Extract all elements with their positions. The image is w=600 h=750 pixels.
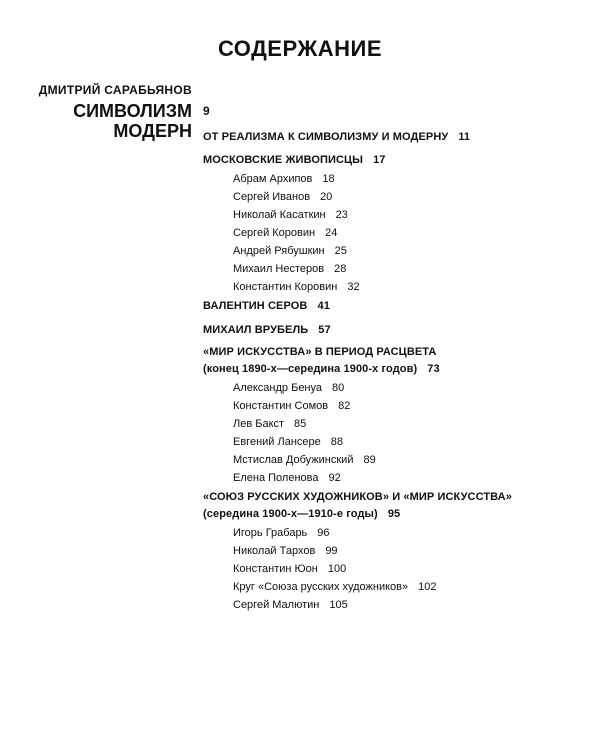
toc-entry <box>203 300 330 312</box>
toc-subentry-name: Сергей Иванов <box>233 191 311 203</box>
toc-subentry-page: 80 <box>332 382 345 394</box>
toc-subentry-page: 20 <box>320 191 333 203</box>
toc-subentry-name: Николай Тархов <box>233 545 316 557</box>
toc-entry-page: 95 <box>387 508 401 520</box>
toc-entry <box>203 508 400 520</box>
toc-subentry-page: 105 <box>329 599 348 611</box>
toc-subentry-page: 23 <box>335 209 348 221</box>
toc-subentry-name: Сергей Коровин <box>233 227 316 239</box>
toc-entry-title-line1: «МИР ИСКУССТВА» В ПЕРИОД РАСЦВЕТА <box>203 346 437 358</box>
toc-subentry-page: 102 <box>418 581 437 593</box>
toc-entry-title: МОСКОВСКИЕ ЖИВОПИСЦЫ <box>203 154 364 166</box>
toc-entry <box>203 346 436 358</box>
toc-subentry <box>233 191 332 203</box>
toc-entry-title: ОТ РЕАЛИЗМА К СИМВОЛИЗМУ И МОДЕРНУ <box>203 131 449 143</box>
toc-subentry <box>233 209 348 221</box>
section-title-line1: СИМВОЛИЗМ <box>73 101 192 121</box>
toc-subentry <box>233 472 341 484</box>
toc-entry-title: ВАЛЕНТИН СЕРОВ <box>203 300 308 312</box>
toc-subentry-page: 25 <box>334 245 347 257</box>
toc-subentry <box>233 563 346 575</box>
toc-subentry-page: 99 <box>325 545 338 557</box>
toc-subentry-page: 32 <box>347 281 360 293</box>
toc-entry-page: 41 <box>317 300 330 312</box>
toc-subentry-name: Абрам Архипов <box>233 173 313 185</box>
toc-subentry <box>233 527 330 539</box>
toc-subentry-page: 24 <box>325 227 338 239</box>
toc-subentry-name: Константин Юон <box>233 563 318 575</box>
toc-entry-page: 57 <box>318 324 331 336</box>
toc-entry-title-line2: (середина 1900-х—1910-е годы) <box>203 508 378 520</box>
toc-subentry-page: 88 <box>330 436 344 448</box>
toc-subentry-name: Александр Бенуа <box>233 382 322 394</box>
toc-subentry <box>233 545 338 557</box>
toc-subentry-name: Сергей Малютин <box>233 599 320 611</box>
toc-subentry-page: 92 <box>328 472 341 484</box>
toc-subentry-page: 28 <box>334 263 347 275</box>
toc-entry-title: МИХАИЛ ВРУБЕЛЬ <box>203 324 309 336</box>
section-page-number: 9 <box>203 104 210 118</box>
toc-entry <box>203 363 440 375</box>
toc-subentry-name: Круг «Союза русских художников» <box>233 581 409 593</box>
toc-entry-page: 73 <box>427 363 440 375</box>
toc-subentry-page: 18 <box>322 173 335 185</box>
toc-subentry-page: 89 <box>363 454 376 466</box>
toc-entry-page: 17 <box>373 154 386 166</box>
toc-subentry-name: Евгений Лансере <box>233 436 321 448</box>
toc-subentry-name: Мстислав Добужинский <box>233 454 354 466</box>
toc-subentry-page: 96 <box>317 527 330 539</box>
toc-subentry <box>233 418 306 430</box>
toc-subentry <box>233 227 337 239</box>
section-title-line2: МОДЕРН <box>113 121 192 141</box>
toc-subentry-name: Михаил Нестеров <box>233 263 325 275</box>
toc-subentry-page: 82 <box>338 400 351 412</box>
toc-subentry <box>233 436 343 448</box>
toc-subentry <box>233 263 346 275</box>
toc-subentry <box>233 454 376 466</box>
toc-subentry-name: Константин Сомов <box>233 400 329 412</box>
toc-subentry <box>233 400 350 412</box>
toc-subentry-name: Игорь Грабарь <box>233 527 308 539</box>
toc-subentry-name: Николай Касаткин <box>233 209 326 221</box>
toc-subentry-name: Андрей Рябушкин <box>233 245 325 257</box>
toc-subentry-name: Лев Бакст <box>233 418 285 430</box>
toc-subentry <box>233 281 360 293</box>
toc-subentry-page: 100 <box>327 563 347 575</box>
toc-subentry <box>233 581 437 593</box>
toc-subentry-page: 85 <box>294 418 307 430</box>
toc-subentry <box>233 382 344 394</box>
toc-entry-page: 11 <box>458 131 471 143</box>
toc-subentry <box>233 173 335 185</box>
toc-entry-title-line2: (конец 1890-х—середина 1900-х годов) <box>203 363 418 375</box>
toc-entry <box>203 324 331 336</box>
page-title: СОДЕРЖАНИЕ <box>217 36 383 61</box>
toc-entry <box>203 154 386 166</box>
toc-subentry <box>233 245 347 257</box>
author-name: ДМИТРИЙ САРАБЬЯНОВ <box>38 83 192 97</box>
toc-entry <box>203 131 470 143</box>
toc-subentry-name: Константин Коровин <box>233 281 338 293</box>
section-title <box>73 101 192 141</box>
toc-entry <box>203 491 512 503</box>
toc-subentry <box>233 599 348 611</box>
toc-entry-title-line1: «СОЮЗ РУССКИХ ХУДОЖНИКОВ» И «МИР ИСКУССТВА» <box>203 491 512 503</box>
toc-subentry-name: Елена Поленова <box>233 472 319 484</box>
